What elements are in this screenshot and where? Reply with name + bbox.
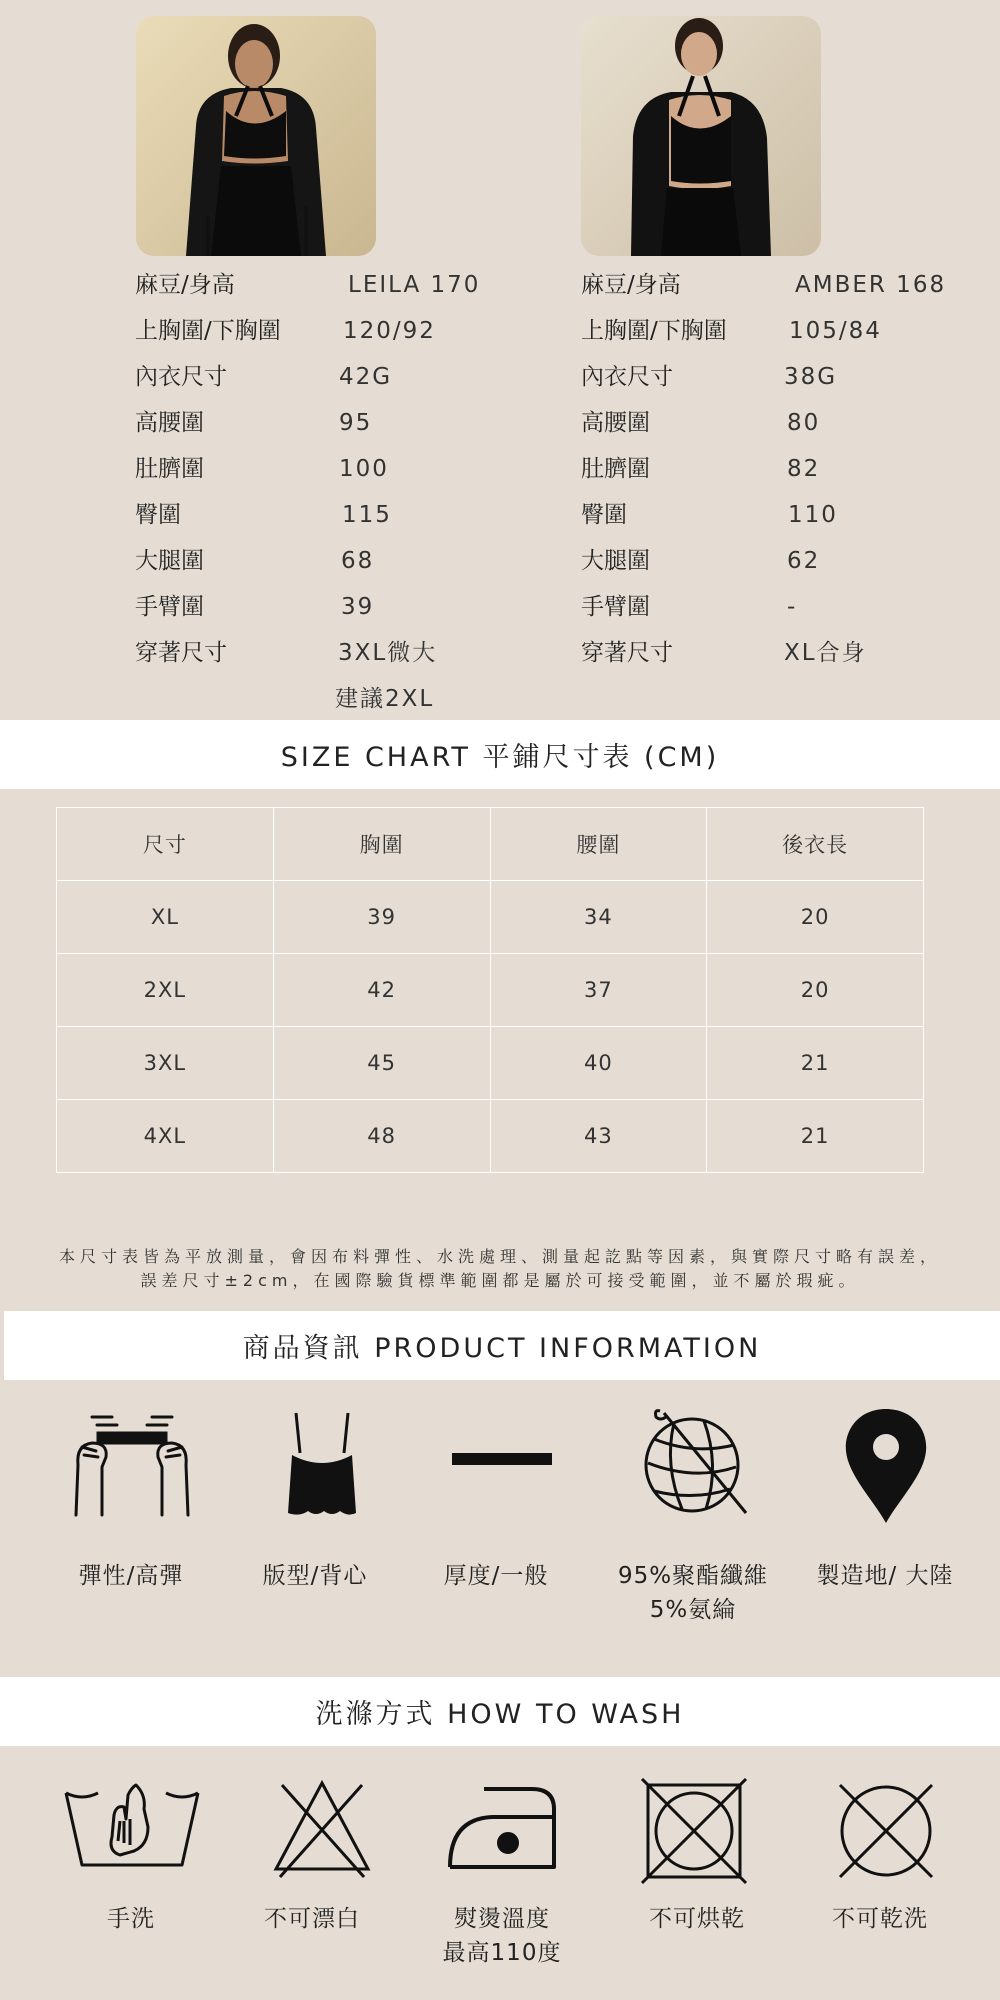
model-row-label: 高腰圍 [135, 410, 204, 436]
location-pin-icon [816, 1405, 956, 1525]
model-row [581, 357, 981, 397]
wash-header [0, 1677, 1000, 1746]
stretch-icon [62, 1405, 202, 1525]
table-cell: 39 [273, 881, 490, 954]
table-row [57, 1100, 924, 1173]
model-row-value: 38G [784, 364, 838, 390]
size-chart-title: SIZE CHART 平鋪尺寸表 (CM) [280, 742, 720, 773]
wash-title: 洗滌方式 HOW TO WASH [315, 1699, 685, 1730]
table-cell: 40 [490, 1027, 707, 1100]
model-row-label: 肚臍圍 [135, 456, 204, 482]
model-row-value: 80 [787, 410, 821, 436]
table-header-cell: 後衣長 [707, 808, 924, 881]
table-cell: XL [57, 881, 274, 954]
product-info-header [4, 1311, 1000, 1380]
wash-label-line2: 最高110度 [442, 1940, 562, 1966]
iron-icon [432, 1775, 572, 1895]
model-row [135, 403, 495, 443]
model-row [135, 495, 495, 535]
model-row-label: 穿著尺寸 [135, 640, 227, 666]
model-row [135, 311, 495, 351]
table-cell: 34 [490, 881, 707, 954]
model-row-label: 手臂圍 [135, 594, 204, 620]
wash-label: 熨燙溫度 [454, 1906, 550, 1932]
model-photo-amber [581, 16, 821, 256]
model-row [581, 449, 981, 489]
product-info-label-line2: 5%氨綸 [649, 1597, 737, 1623]
model-row-label: 穿著尺寸 [581, 640, 673, 666]
model-row [135, 449, 495, 489]
model-row-label: 臀圍 [581, 502, 627, 528]
model-row-label: 麻豆/身高 [135, 272, 235, 298]
model-row [135, 633, 495, 673]
product-info-label: 彈性/高彈 [78, 1563, 184, 1589]
table-cell: 42 [273, 954, 490, 1027]
wash-label: 不可烘乾 [649, 1906, 745, 1932]
model-row-label: 高腰圍 [581, 410, 650, 436]
model-row-label: 內衣尺寸 [581, 364, 673, 390]
model-row-value: - [787, 594, 798, 620]
table-cell: 3XL [57, 1027, 274, 1100]
no-tumble-dry-icon [624, 1775, 764, 1895]
wash-label: 手洗 [107, 1906, 155, 1932]
model-row-note [335, 679, 535, 719]
model-row [581, 403, 981, 443]
size-chart-header [0, 720, 1000, 789]
product-info-title: 商品資訊 PRODUCT INFORMATION [242, 1333, 762, 1364]
model-photo-leila-image [136, 16, 376, 256]
model-row-label: 麻豆/身高 [581, 272, 681, 298]
size-chart-note-line: 誤差尺寸±2cm，在國際驗貨標準範圍都是屬於可接受範圍，並不屬於瑕疵。 [140, 1271, 860, 1290]
model-row-label: 上胸圍/下胸圍 [581, 318, 727, 344]
size-chart-note [0, 1245, 1000, 1293]
no-dry-clean-icon [816, 1775, 956, 1895]
model-row [135, 265, 495, 305]
camisole-icon [252, 1405, 392, 1525]
table-cell: 4XL [57, 1100, 274, 1173]
model-row-label: 手臂圍 [581, 594, 650, 620]
table-header-cell: 尺寸 [57, 808, 274, 881]
recommended-size-note: 建議2XL [335, 686, 435, 712]
model-row-value: 95 [339, 410, 373, 436]
model-row [581, 633, 981, 673]
no-bleach-icon [252, 1775, 392, 1895]
model-row-value: XL合身 [784, 640, 867, 666]
model-row-value: 42G [339, 364, 393, 390]
table-row [57, 1027, 924, 1100]
model-row [581, 265, 981, 305]
table-header-row [57, 808, 924, 881]
model-row [135, 541, 495, 581]
table-cell: 21 [707, 1100, 924, 1173]
model-row-label: 臀圍 [135, 502, 181, 528]
table-header-cell: 腰圍 [490, 808, 707, 881]
table-header-cell: 胸圍 [273, 808, 490, 881]
product-info-label: 製造地/ 大陸 [816, 1563, 954, 1589]
model-row-value: 120/92 [343, 318, 436, 344]
model-row-label: 內衣尺寸 [135, 364, 227, 390]
table-cell: 43 [490, 1100, 707, 1173]
model-row [135, 357, 495, 397]
model-row-value: 110 [788, 502, 838, 528]
model-photo-leila [136, 16, 376, 256]
thickness-line-icon [432, 1405, 572, 1525]
model-row [581, 541, 981, 581]
model-row-label: 大腿圍 [581, 548, 650, 574]
hand-wash-icon [62, 1775, 202, 1895]
size-chart-table [56, 807, 924, 1173]
model-row-label: 上胸圍/下胸圍 [135, 318, 281, 344]
table-cell: 48 [273, 1100, 490, 1173]
model-row-value: 62 [787, 548, 821, 574]
model-photo-amber-image [581, 16, 821, 256]
table-cell: 20 [707, 881, 924, 954]
product-info-label: 版型/背心 [262, 1563, 368, 1589]
product-info-label: 厚度/一般 [443, 1563, 549, 1589]
table-cell: 45 [273, 1027, 490, 1100]
model-row [581, 495, 981, 535]
model-row [581, 311, 981, 351]
model-row-label: 肚臍圍 [581, 456, 650, 482]
size-chart-note-line: 本尺寸表皆為平放測量，會因布料彈性、水洗處理、測量起訖點等因素，與實際尺寸略有誤差， [58, 1247, 941, 1266]
model-row-value: 3XL微大 [338, 640, 438, 666]
table-row [57, 881, 924, 954]
model-row-label: 大腿圍 [135, 548, 204, 574]
product-info-label: 95%聚酯纖維 [617, 1563, 769, 1589]
table-cell: 20 [707, 954, 924, 1027]
model-row-value: 100 [339, 456, 389, 482]
model-row-value: 82 [787, 456, 821, 482]
wash-label: 不可漂白 [264, 1906, 360, 1932]
model-row [581, 587, 981, 627]
model-row [135, 587, 495, 627]
model-row-value: 39 [341, 594, 375, 620]
table-cell: 37 [490, 954, 707, 1027]
yarn-ball-icon [624, 1405, 764, 1525]
model-row-value: 115 [342, 502, 392, 528]
wash-label: 不可乾洗 [832, 1906, 928, 1932]
table-cell: 21 [707, 1027, 924, 1100]
table-row [57, 954, 924, 1027]
table-cell: 2XL [57, 954, 274, 1027]
model-row-value: LEILA 170 [348, 272, 481, 298]
model-row-value: 68 [341, 548, 375, 574]
model-row-value: AMBER 168 [795, 272, 947, 298]
model-row-value: 105/84 [789, 318, 882, 344]
